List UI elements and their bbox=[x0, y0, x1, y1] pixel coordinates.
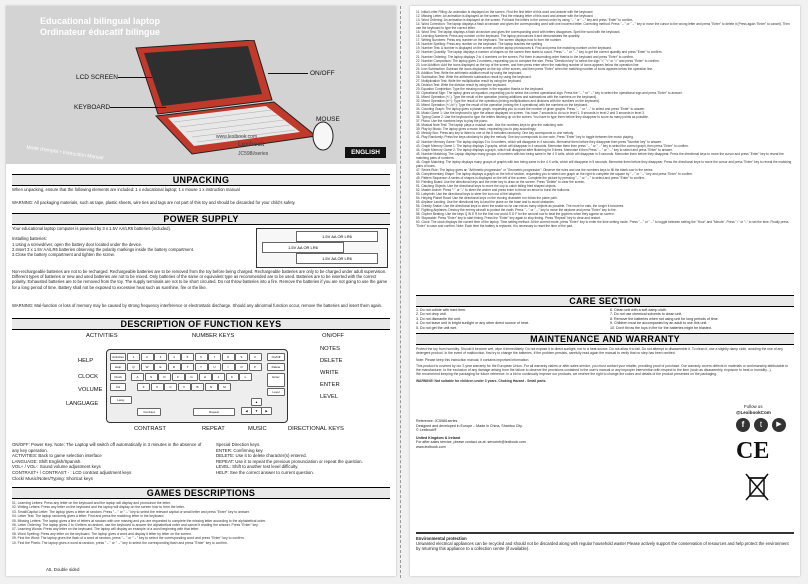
list-item: 06. Letter Ordering: The laptop gives 2 to 4 letters at random, use the keyboard to answer the alphabetical order and cancel it reading the answer. Press "Enter" key. bbox=[12, 523, 259, 528]
list-item: 42. Number Memory Game: The laptop displays 3 to 4 numbers, which will disappear in 4 seconds. Memorise them before they disappear then press "Number key" to answer. bbox=[416, 139, 662, 144]
list-item: 58. Gopher Beating: Use the keys Q W E R for the first row and A S D F for the second row to beat the gophers when they appear on screen. bbox=[416, 212, 615, 217]
list-item: 47. Series Rule: The laptop gives an "Arithmetic progression" or "Geometric progression". Observe the rules and use the numbers keys to fill the blank cow in the series. bbox=[416, 167, 654, 172]
repeat-callout: REPEAT bbox=[202, 426, 225, 432]
list-item: 16. Learning Numbers: Press any number on the keyboard. The laptop pronounces it and demonstrates the quantity. bbox=[416, 34, 581, 39]
warranty-paragraph: Protect the toy from humidity. Should it become wet, wipe it immediately. Do not expose it to direct sunlight, nor to a heat source. Do not allow it to fall. Do not attempt to disassemble it. To clean it, use a slightly damp cloth, avoiding the use of any detergent product. In the event of malfunction, first try to change the batteries. If the problem persists, carefully read again the manual to verify that no step has been omitted. bbox=[416, 347, 783, 356]
list-item: 20. Number Quantity: The laptop displays a number of shapes on the screen then starts to count. Press "←" or "→" key to get the correct quantity and press "Enter" to confirm. bbox=[416, 50, 663, 55]
list-item: 2. Do not drop unit. bbox=[416, 312, 447, 317]
write-callout: WRITE bbox=[320, 370, 339, 376]
onoff-key-callout: ON/OFF bbox=[322, 333, 344, 339]
list-item: 5. Do not get the unit wet. bbox=[416, 325, 457, 330]
letter-key: R bbox=[168, 363, 181, 371]
care-section-title: CARE SECTION bbox=[416, 295, 794, 307]
list-item: 55. Airplane Landing: Use the directional key to land the plane on the base and to avoid obstacles. bbox=[416, 200, 555, 205]
list-item: 22. Number Comparison: The laptop gives 2 numbers, requesting you to compare the size. Press "Direction key" to select the sign ">" "<" or "=" and press "Enter" to confirm. bbox=[416, 58, 660, 63]
power-body: Your educational laptop computer is powered by 3 x 1.5V AA/LR6 batteries (included). bbox=[12, 226, 172, 231]
letter-key: Y bbox=[195, 363, 208, 371]
battery-cell: 1.5V AA OR LR6 bbox=[296, 231, 378, 242]
level-key: Level bbox=[267, 388, 285, 396]
list-item: 27. Multiplication Test: Write the multiplication result by using the keyboard. bbox=[416, 78, 522, 83]
letter-key: N bbox=[205, 383, 218, 391]
warranty-paragraph: This product is covered by our 2-year warranty for the European Union. For all warranty claims or after-sales service, you must contact your retailer, providing proof of purchase. Our warranty covers defects in materials or workmanship attributable to the manufacturer, to the exclusion of any damage arising from the failure to observe the provisions contained in the user's manual or any improper intervention with respect to the item (such as disassembly, exposure to heat or humidity...). bbox=[416, 363, 789, 373]
warranty-paragraph: We recommend keeping the packaging for future reference. In a bid to continually improve our products, we reserve the right to change the colors and details of the product presented on the packaging. bbox=[416, 372, 717, 377]
battery-warning: Non-rechargeable batteries are not to be recharged. Rechargeable batteries are to be removed from the toy before being charged. Rechargeable batteries are only to be charged under adult supervision. Different types of batteries or new and used batteries are not to be mixed. Only batteries of the same or equivalent type as recommended are to be used. Batteries are to be inserted with the correct polarity. Exhausted batteries are to be removed from the toy. The supply terminals are not to be short circuited. Do not throw batteries into a fire. Remove the batteries if you are not going to use the game for a long period of time. Battery shall not be exposed to excessive heat such as sunshine, fire or the like. bbox=[12, 269, 388, 290]
unpacking-warning: WARNING: All packaging materials, such as tape, plastic sheets, wire ties and tags are not part of this toy and should be discarded for your child's safety. bbox=[12, 200, 296, 205]
onoff-callout: ON/OFF bbox=[310, 70, 335, 77]
letter-key: X bbox=[151, 383, 164, 391]
brand-name: Lexibook bbox=[238, 142, 265, 148]
list-item: 6. Clean unit with a soft damp cloth. bbox=[610, 308, 667, 312]
list-item: 32. Mixed Operation (x/÷): Type the result of the operation (mixing multiplications and divisions with the numbers on the keyboard). bbox=[416, 99, 600, 104]
list-item: 10. Don't throw the toys in fire for the batteries might be blasted. bbox=[610, 325, 712, 330]
letter-key: M bbox=[218, 383, 231, 391]
page-footer: A5, Double sided bbox=[46, 567, 80, 572]
clock-callout: CLOCK bbox=[78, 374, 98, 380]
warranty-title: MAINTENANCE AND WARRANTY bbox=[416, 333, 794, 345]
list-item: 17. Writing Numbers: Press any number on the keyboard. The screen displays how to form the number. bbox=[416, 38, 562, 43]
fold-line bbox=[400, 6, 401, 578]
list-item: 34. Counting Graph: The laptop gives a planar graph, requesting you to count the number of given graphs. Press "←" or "→" to select and press "Enter" to answer. bbox=[416, 107, 646, 112]
enter-callout: ENTER bbox=[320, 382, 340, 388]
wheelie-bin-icon bbox=[744, 472, 770, 502]
letter-key: E bbox=[154, 363, 167, 371]
laptop-illustration bbox=[76, 40, 336, 156]
arrow-left-key: ◀ bbox=[241, 407, 252, 415]
list-item: 9. Children must be accompanied by an adult to use this unit. bbox=[610, 321, 708, 326]
list-item: 50. Painting Board: Use the directional keys and the enter key to draw on the screen. Press "Delete" to clear the screen. bbox=[416, 179, 586, 184]
list-item: 60. Clock: The clock displays the current time of the laptop. Time setting method: At the current mode, press "Enter" key to enter the time setting mode. Press "←" or "→" to toggle between setting the "Hour" and "Minute". Press "↑" or "↓" to set the time. Finally press "Enter" to save and confirm. Note: Each time the battery is replaced, it is necessary to reset the time of the pad. bbox=[416, 220, 789, 229]
letter-key: K bbox=[226, 373, 239, 381]
interference-warning: WARNING: Mal-function or loss of memory may be caused by strong frequency interference or electrostatic discharge. Should any abnormal function occur, remove the batteries and insert them again. bbox=[12, 303, 383, 308]
list-item: 3. Do not dismantle the unit. bbox=[416, 316, 461, 321]
number-key: 9 bbox=[235, 353, 248, 361]
manual-label: Mode d'emploi • Instruction Manual bbox=[25, 144, 104, 162]
list-item: 4. Do not leave unit in bright sunlight or any other direct source of heat. bbox=[416, 321, 529, 326]
choking-warning: WARNING! Not suitable for children under 3 years. Choking Hazard - Small parts. bbox=[416, 378, 547, 383]
list-item: 12. Missing Letter: An animation is displayed on the screen. Find the missing letter of this word and answer with the keyboard. bbox=[416, 14, 594, 19]
number-key: 7 bbox=[208, 353, 221, 361]
key-definition: REPEAT: Use it to repeat the previous pronunciation or repeat the question. bbox=[216, 458, 363, 464]
letter-key: U bbox=[208, 363, 221, 371]
battery-cell: 1.5V AA OR LR6 bbox=[262, 242, 344, 253]
care-list-right bbox=[610, 308, 796, 330]
notes-callout: NOTES bbox=[320, 346, 340, 352]
letter-key: F bbox=[172, 373, 185, 381]
letter-key: D bbox=[158, 373, 171, 381]
environment-text: Unwanted electrical appliances can be recycled and should not be discarded along with regular household waste! Please actively support the conservation of resources and help protect the environment by returning this appliance to a collection centre (if available). bbox=[416, 541, 789, 552]
list-item: 08. Word Spelling: Press any letter on the keyboard. The laptop gives a word and display it letter by letter on the screen. bbox=[12, 531, 192, 536]
number-key: 0 bbox=[249, 353, 262, 361]
brand-url: www.lexibook.com bbox=[216, 134, 258, 140]
environment-title: Environmental protection bbox=[416, 536, 467, 541]
letter-key: T bbox=[181, 363, 194, 371]
delete-key: Delete bbox=[267, 363, 285, 371]
copyright: © Lexibook® bbox=[416, 428, 437, 433]
list-item: 57. Fighting Airplanes: Destroy the enemy aircraft to protect the earth. Press "←" or "→" key to move the airplane and press "Enter" key to fire. bbox=[416, 208, 617, 213]
product-title bbox=[40, 16, 160, 38]
keyboard-callout: KEYBOARD bbox=[74, 104, 111, 111]
unpacking-title: UNPACKING bbox=[12, 174, 390, 186]
list-item: 21. Number Ordering: The laptop displays 2 to 4 numbers on the screen. Put them in ascending order thanks to the keyboard and press "Enter" to confirm. bbox=[416, 54, 634, 59]
letter-key: A bbox=[131, 373, 144, 381]
key-definition: VOL+ / VOL-: Sound volume adjustment keys bbox=[12, 464, 101, 470]
list-item: 07. Learning Words: Press any letter on the keyboard. The laptop will display an example of a word beginning with that letter. bbox=[12, 527, 200, 532]
help-key: Help bbox=[110, 363, 126, 371]
contrast-key: Contrast bbox=[137, 408, 161, 416]
list-item: 23. Icon Addition: Add the icons displayed on the top of the screen, and then press enter when the matching number of icons appears below the operation line. bbox=[416, 62, 640, 67]
enter-key: Enter bbox=[267, 373, 285, 387]
unpacking-body: When unpacking, ensure that the following elements are included: 1 x educational laptop; 1 x mouse 1 x instruction manual bbox=[12, 187, 240, 192]
key-definition: Clock/ Music/Notes/Typing: Shortcut keys bbox=[12, 475, 93, 481]
activities-key: Activities bbox=[110, 353, 126, 361]
key-definition: ENTER: Confirming key. bbox=[216, 447, 264, 453]
keyboard-diagram bbox=[106, 349, 288, 423]
install-title: Installing batteries: bbox=[12, 236, 47, 241]
letter-key: J bbox=[212, 373, 225, 381]
list-item: 03. Small/Capital Letter: The laptop gives a letter at random. Press "←" or "→" key to select the relevant capital or small letter and press "Enter" key to answer. bbox=[12, 509, 250, 514]
ce-mark-icon: CE bbox=[736, 438, 770, 464]
made-in: Designed and developed in Europe – Made in China, Shantou City. bbox=[416, 423, 523, 428]
games-list bbox=[12, 501, 388, 545]
list-item: 01. Learning Letters: Press any letter on the keyboard and the laptop will display and pronounce the letter. bbox=[12, 501, 171, 505]
reference: Reference: JC598i1series bbox=[416, 419, 458, 423]
letter-key: B bbox=[191, 383, 204, 391]
language-callout: LANGUAGE bbox=[66, 401, 99, 407]
list-item: 05. Missing Letters: The laptop gives a line of letters at random with one missing and you are requested to complete the missing letter according to the alphabetical order. bbox=[12, 518, 266, 523]
arrow-down-key: ▼ bbox=[251, 407, 262, 415]
care-list-left bbox=[416, 308, 606, 330]
list-item: 25. Addition Test: Write the arithmetic addition result by using the keyboard. bbox=[416, 70, 523, 75]
list-item: 28. Division Test: Write the division result by using the keyboard. bbox=[416, 82, 507, 87]
callout-line bbox=[268, 73, 308, 74]
list-item: 46. Graph Matching: The laptop displays many groups of graphs with two being same in the 4 X cells, which will disappear in 5 seconds. Memorise them before they disappear. Press the directional keys to move the cursor and press "Enter" key to reveal the matching pairs of icons. bbox=[416, 159, 792, 168]
list-item: 51. Catching Objects: Use the directional keys to move the cup to catch falling fried shaped objects. bbox=[416, 184, 557, 189]
list-item: 30. Operational Sign: The laptop gives an equation, requesting you to select the correct operational sign. Press the "←" or "→" key to select the operational sign and press "Enter" to answer. bbox=[416, 90, 683, 95]
contrast-callout: CONTRAST bbox=[134, 426, 166, 432]
callout-line bbox=[118, 77, 152, 78]
number-key: 6 bbox=[195, 353, 208, 361]
list-item: 8. Remove the batteries when not using unit for long periods of time. bbox=[610, 316, 719, 321]
key-definition: LEVEL: Shift to another test level difficulty. bbox=[216, 464, 299, 470]
list-item: 59. Stopwatch: Press "Enter" key to start timing. Press the "Enter" key again to stop timing. Press "Repeat" key to clear and restart. bbox=[416, 216, 601, 221]
list-item: 35. Music Game 1: Use the keyboard to type the album displayed on screen. You have 7 seconds to do so in level 1, 5 seconds in level 2 and 3 seconds in level 3. bbox=[416, 111, 645, 116]
language-key: Lang. bbox=[110, 396, 132, 404]
list-item: 31. Mixed Operation (+/-): Type the result of the operation (mixing additions and subtractions with the numbers on the keyboard). bbox=[416, 94, 598, 99]
list-item: 54. Helping Planet Road: Use the directional keys on the moving character run follow the plane path. bbox=[416, 196, 558, 201]
letter-key: S bbox=[145, 373, 158, 381]
number-key: 4 bbox=[168, 353, 181, 361]
letter-key: Z bbox=[137, 383, 150, 391]
repeat-key: Repeat bbox=[193, 408, 235, 416]
list-item: 39. Play by Music: The laptop gives a music track, requesting you to play accordingly. bbox=[416, 127, 537, 132]
function-keys-title: DESCRIPTION OF FUNCTION KEYS bbox=[12, 318, 390, 330]
follow-us-label: Follow us bbox=[744, 404, 763, 409]
list-item: 15. Word Test: The laptop displays a flash at random and gives the corresponding word with letters disappears. Spell the word with the keyboard. bbox=[416, 30, 621, 35]
games-list-continued bbox=[416, 10, 792, 229]
list-item: 33. Mixed Operation (+/-/x/÷): Type the result of the operation (mixing the 4 operations) with the numbers on the keyboard. bbox=[416, 103, 589, 108]
key-definition: CONTRAST+ / CONTRAST - : LCD contrast adjustment keys bbox=[12, 469, 132, 475]
model-number: JC598i/series bbox=[238, 151, 269, 157]
volume-key: Vol bbox=[110, 383, 126, 391]
list-item: 11. Initial Letter Filling: An animation is displayed on the screen. Find the first letter of this word and answer with the keyboard. bbox=[416, 10, 594, 14]
warranty-note: Note: Please keep this instruction manual, it contains important information. bbox=[416, 357, 530, 362]
list-item: 56. Greedy Snake: Use the directional keys to steer the snake so he can eat as many objects as possible. The more he eats, the longer it becomes. bbox=[416, 204, 625, 209]
key-definition: DELETE: Use it to delete character(s) entered. bbox=[216, 453, 307, 459]
list-item: 43. Graph Memory Game 1: The laptop displays 2 graphs, which will disappear in 4 seconds. Memorise them then press "←" or "→" key to select the correct graph, then press "Enter" to confirm. bbox=[416, 143, 689, 148]
website-link[interactable]: www.lexibook.com bbox=[416, 444, 446, 449]
letter-key: I bbox=[222, 363, 235, 371]
list-item: 41. Play Randomly: Press the keys randomly to play the melody. One key corresponds to one note. Press "Enter" key to toggle between the music playing. bbox=[416, 135, 634, 140]
list-item: 38. Musical Note Test: The laptop plays a musical note. Use the numbers keys to give the matching note. bbox=[416, 123, 564, 128]
language-badge: ENGLISH bbox=[345, 147, 386, 158]
games-descriptions-title: GAMES DESCRIPTIONS bbox=[12, 487, 390, 499]
directional-keys-callout: DIRECTIONAL KEYS bbox=[288, 426, 344, 432]
list-item: 37. Piano: Use the numbers keys to play the piano. bbox=[416, 119, 489, 124]
list-item: 1. Do not collide with hard item. bbox=[416, 308, 467, 312]
clock-key: Clock bbox=[110, 373, 126, 381]
list-item: 04. Letter Test: The laptop randomly gives a letter. Find and press the matching letter in the keyboard. bbox=[12, 514, 165, 519]
number-keys-callout: NUMBER KEYS bbox=[192, 333, 235, 339]
volume-callout: VOLUME bbox=[78, 387, 103, 393]
letter-key: C bbox=[164, 383, 177, 391]
level-callout: LEVEL bbox=[320, 394, 339, 400]
install-step: 3.Close the battery compartment and tighten the screw. bbox=[12, 252, 115, 257]
key-definition: ACTIVITIES: Back to game selection interface bbox=[12, 453, 102, 459]
manual-left-page bbox=[6, 6, 396, 576]
youtube-icon[interactable]: ▶ bbox=[772, 418, 786, 432]
arrow-right-key: ▶ bbox=[261, 407, 272, 415]
install-step: 2.Insert 3 x 1.5V AA/LR6 batteries observing the polarity markings inside the battery compartment. bbox=[12, 247, 195, 252]
music-callout: MUSIC bbox=[248, 426, 267, 432]
list-item: 24. Icon Subtraction: Subtract the icons displayed on the top of the screen, and then press "Enter" when the matching number of icons appears below the operation line. bbox=[416, 66, 654, 71]
list-item: 52. Master Archer: Press "↑" or "↓" to steer the archer and press enter to throw an arrow to burst the balloons. bbox=[416, 188, 571, 193]
help-callout: HELP bbox=[78, 358, 94, 364]
title-en: Educational bilingual laptop bbox=[40, 16, 161, 26]
arrow-up-key: ▲ bbox=[251, 398, 262, 406]
number-key: 5 bbox=[181, 353, 194, 361]
list-item: 13. Word Ordering: An animation is displayed on the screen. Put back the letters in the correct order by using "←" or "→" key and press "Enter" to confirm. bbox=[416, 18, 634, 23]
list-item: 02. Writing Letters: Press any letter on the keyboard and the laptop will display on the screen how to form the letter. bbox=[12, 505, 185, 510]
list-item: 49. Pattern Sequence: A series of shapes is displayed on the left of the screen. Complete the picture by pressing "←" or "→" to select and press "Enter" to confirm. bbox=[416, 175, 646, 180]
list-item: 10. Find the Pixels: The laptop gives a word at random, press "←" or "→" key to select the corresponding flash and press "Enter" key to confirm. bbox=[12, 540, 228, 545]
number-key: 3 bbox=[154, 353, 167, 361]
uk-heading: United Kingdom & Ireland bbox=[416, 435, 461, 440]
letter-key: V bbox=[178, 383, 191, 391]
install-step: 1.Using a screwdriver, open the battery door located under the device. bbox=[12, 242, 143, 247]
letter-key: H bbox=[199, 373, 212, 381]
list-item: 09. Find the Word: The laptop gives the flash of a word at random, press "←" or "→" key to select the corresponding word and press "Enter" key to confirm. bbox=[12, 536, 245, 541]
lcd-screen-callout: LCD SCREEN bbox=[76, 74, 118, 81]
letter-key: W bbox=[141, 363, 154, 371]
letter-key: L bbox=[239, 373, 252, 381]
list-item: 7. Do not use chemical solvents to clean unit. bbox=[610, 312, 683, 317]
battery-cell: 1.5V AA OR LR6 bbox=[296, 253, 378, 264]
list-item: 36. Typing Game 2: Use the keyboard to type the letters flashing up on the screen. You have to type them before they disappear to score as many points as possible. bbox=[416, 115, 649, 120]
number-key: 8 bbox=[222, 353, 235, 361]
manual-right-page bbox=[410, 6, 800, 576]
delete-callout: DELETE bbox=[320, 358, 343, 364]
letter-key: Q bbox=[127, 363, 140, 371]
list-item: 40. Melody Box: Press any key to listen to one of the 8 melodies randomly. One key corresponds to one melody. bbox=[416, 131, 574, 136]
letter-key: P bbox=[249, 363, 262, 371]
letter-key: O bbox=[235, 363, 248, 371]
callout-line bbox=[110, 107, 166, 108]
facebook-icon[interactable]: f bbox=[736, 418, 750, 432]
list-item: 14. Word Correction: The laptop displays a flash at random and gives the corresponding word with one incorrect letter. Correcting method: Press "←" or "→" key to move the cursor to the wrong letter and press "Enter" to delete it (Press again "Enter" to cancel). Then use the keyboard to type the correct letter. bbox=[416, 22, 790, 31]
power-supply-title: POWER SUPPLY bbox=[12, 213, 390, 225]
list-item: 48. Complementary Shape: The laptop displays a graph on the left of section, requesting you to select one graph on the right to complete the square by "←" or "→" key and press "Enter" to confirm. bbox=[416, 171, 693, 176]
letter-key: G bbox=[185, 373, 198, 381]
social-handle: @LexibookCom bbox=[736, 410, 771, 415]
list-item: 45. Number Matching: The Laptop displays many groups of numbers with two being same in the 4 X cells, which will disappear in 5 seconds. Memorise them before they disappear. Press the directional keys to move the cursor and press "Enter" key to reveal the matching pairs of numbers. bbox=[416, 151, 784, 160]
key-definition: HELP: See the correct answer to current question. bbox=[216, 469, 314, 475]
list-item: 44. Graph Memory Game 2: The laptop displays a graph, which will disappear after flickering for 5 times. Memorise it then Press "←" or "→" key to select and press "Enter" to answer. bbox=[416, 147, 673, 152]
list-item: 29. Equation Completion: Type the missing number in the equation thanks to the keyboard. bbox=[416, 86, 545, 91]
list-item: 26. Subtraction Test: Write the arithmetic subtraction result by using the keyboard. bbox=[416, 74, 532, 79]
list-item: 19. Number Test: A number is displayed on the screen and the laptop pronounces it. Find and press the matching number on the keyboard. bbox=[416, 46, 612, 51]
uk-contact: For after-sales service, please contact us at: sercoinfr@lexibook.com bbox=[416, 440, 526, 445]
title-fr: Ordinateur éducatif bilingue bbox=[40, 27, 161, 37]
key-definition: LANGUAGE: Shift English/Spanish. bbox=[12, 458, 82, 464]
key-definition: ON/OFF: Power Key. Note: The Laptop will switch off automatically in 3 minutes in the absence of any key operation. bbox=[12, 442, 202, 453]
list-item: 53. Labyrinth: Use the directional keys to steer the icon out of the labyrinth. bbox=[416, 192, 522, 197]
cover-header bbox=[6, 6, 396, 164]
key-definition: Special Direction keys. bbox=[216, 442, 261, 447]
number-key: 2 bbox=[141, 353, 154, 361]
list-item: 18. Number Spelling: Press any number on the keyboard. The laptop teaches the spelling. bbox=[416, 42, 543, 47]
mouse-callout: MOUSE bbox=[316, 116, 340, 123]
activities-callout: ACTIVITIES bbox=[86, 333, 118, 339]
onoff-key: On/Off bbox=[267, 353, 285, 361]
number-key: 1 bbox=[127, 353, 140, 361]
twitter-icon[interactable]: t bbox=[754, 418, 768, 432]
